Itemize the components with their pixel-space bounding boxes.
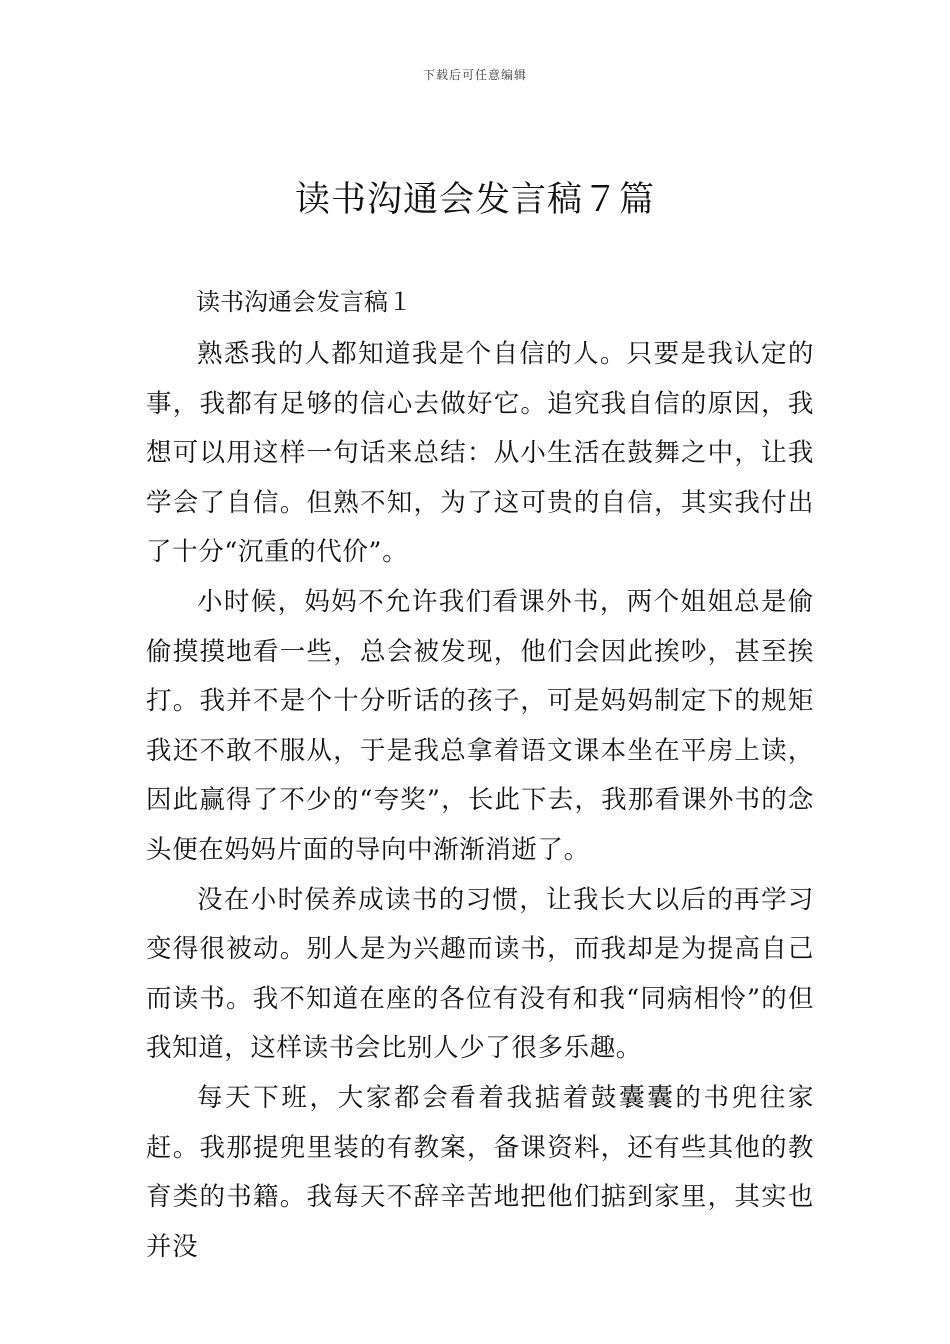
header-note: 下载后可任意编辑 bbox=[422, 68, 527, 82]
paragraph-2: 小时候，妈妈不允许我们看课外书，两个姐姐总是偷偷摸摸地看一些，总会被发现，他们会因此挨吵，甚至挨打。我并不是个十分听话的孩子，可是妈妈制定下的规矩我还不敢不服从，于是我总拿着语文课本坐在平房上读，因此赢得了不少的“夸奖”，长此下去，我那看课外书的念头便在妈妈片面的导向中渐渐消逝了。 bbox=[146, 586, 814, 865]
paragraph-3: 没在小时侯养成读书的习惯，让我长大以后的再学习变得很被动。别人是为兴趣而读书，而我却是为提高自己而读书。我不知道在座的各位有没有和我“同病相怜”的但我知道，这样读书会比别人少了很多乐趣。 bbox=[146, 884, 814, 1064]
paragraph-4: 每天下班，大家都会看着我掂着鼓囊囊的书兜往家赶。我那提兜里装的有教案，备课资料，还有些其他的教育类的书籍。我每天不辞辛苦地把他们掂到家里，其实也并没 bbox=[146, 1082, 814, 1262]
body-text bbox=[146, 330, 814, 1272]
section-heading: 读书沟通会发言稿１ bbox=[196, 288, 412, 316]
document-title: 读书沟通会发言稿７篇 bbox=[294, 180, 655, 220]
paragraph-1: 熟悉我的人都知道我是个自信的人。只要是我认定的事，我都有足够的信心去做好它。追究我自信的原因，我想可以用这样一句话来总结：从小生活在鼓舞之中，让我学会了自信。但熟不知，为了这可贵的自信，其实我付出了十分“沉重的代价”。 bbox=[146, 339, 814, 568]
